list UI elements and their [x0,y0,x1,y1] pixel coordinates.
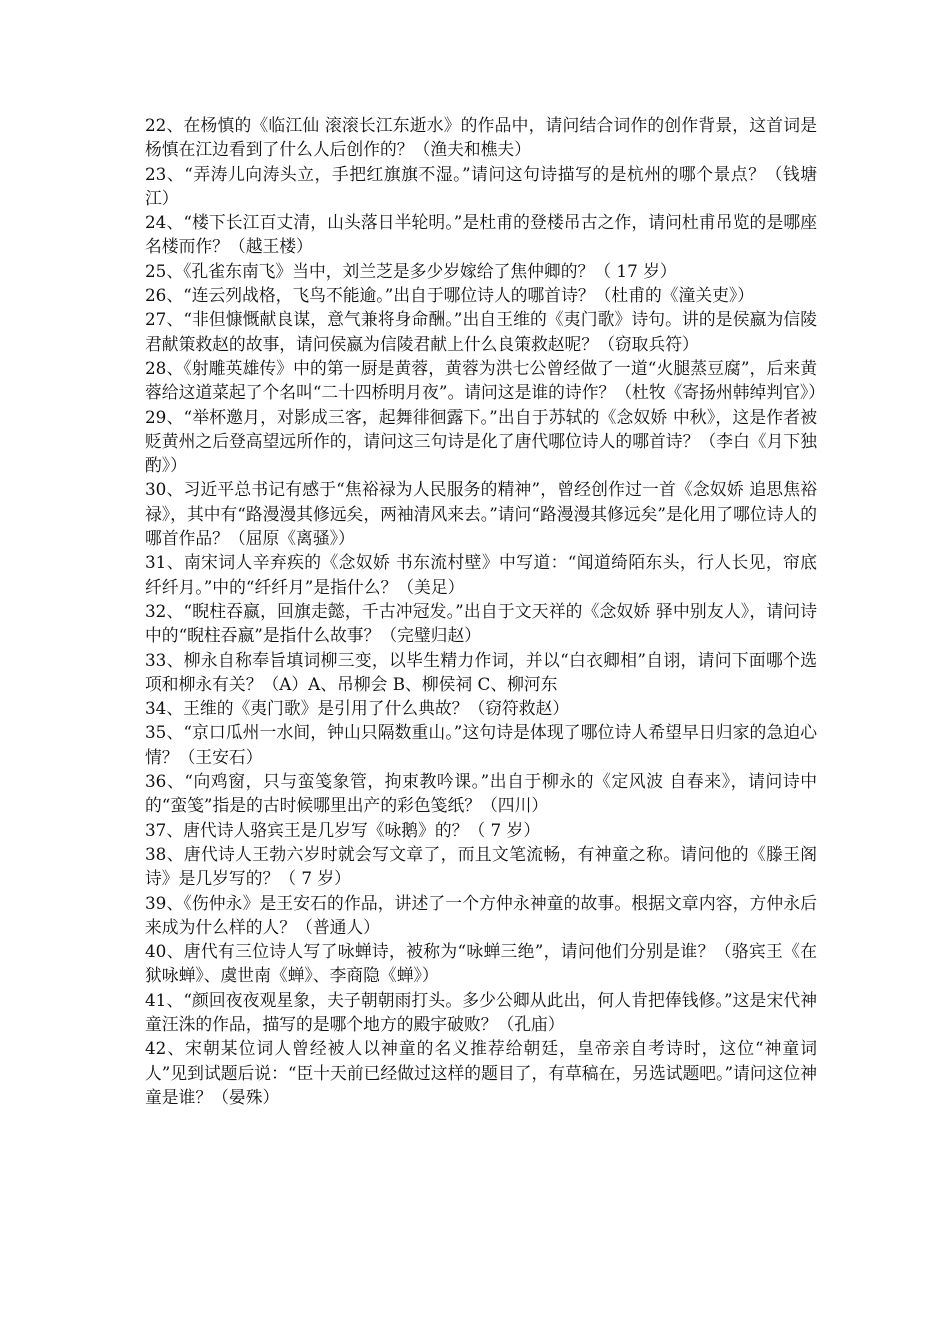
question-30: 30、习近平总书记有感于“焦裕禄为人民服务的精神”，曾经创作过一首《念奴娇 追思焦裕禄》，其中有“路漫漫其修远矣，两袖清风来去。”请问“路漫漫其修远矣”是化用了哪位诗人的哪首作品？（屈原《离骚》） [145,479,817,549]
question-34: 34、王维的《夷门歌》是引用了什么典故？（窃符救赵） [145,698,570,719]
question-39: 39、《伤仲永》是王安石的作品，讲述了一个方仲永神童的故事。根据文章内容，方仲永后来成为什么样的人？（普通人） [145,892,817,937]
question-29: 29、“举杯邀月，对影成三客，起舞徘徊露下。”出自于苏轼的《念奴娇 中秋》，这是作者被贬黄州之后登高望远所作的，请问这三句诗是化了唐代哪位诗人的哪首诗？（李白《月下独酌》） [145,406,817,476]
question-38: 38、唐代诗人王勃六岁时就会写文章了，而且文笔流畅，有神童之称。请问他的《滕王阁诗》是几岁写的？（ 7 岁） [145,843,817,889]
question-37: 37、唐代诗人骆宾王是几岁写《咏鹅》的？（ 7 岁） [145,819,541,840]
question-24: 24、“楼下长江百丈清，山头落日半轮明。”是杜甫的登楼吊古之作，请问杜甫吊览的是哪座名楼而作？（越王楼） [145,212,817,257]
question-22: 22、在杨慎的《临江仙 滚滚长江东逝水》的作品中，请问结合词作的创作背景，这首词是杨慎在江边看到了什么人后创作的？（渔夫和樵夫） [145,115,817,160]
question-list [145,113,826,1109]
question-42: 42、宋朝某位词人曾经被人以神童的名义推荐给朝廷，皇帝亲自考诗时，这位“神童词人”见到试题后说：“臣十天前已经做过这样的题目了，有草稿在，另选试题吧。”请问这位神童是谁？（晏殊） [145,1038,817,1107]
question-25: 25、《孔雀东南飞》当中，刘兰芝是多少岁嫁给了焦仲卿的？（ 17 岁） [145,260,677,281]
question-26: 26、“连云列战格，飞鸟不能逾。”出自于哪位诗人的哪首诗？（杜甫的《潼关吏》） [145,285,755,306]
question-36: 36、“向鸡窗，只与蛮笺象管，拘束教吟课。”出自于柳永的《定风波 自春来》，请问诗中的“蛮笺”指是的古时候哪里出产的彩色笺纸？（四川） [145,771,817,816]
question-40: 40、唐代有三位诗人写了咏蝉诗，被称为“咏蝉三绝”，请问他们分别是谁？（骆宾王《在狱咏蝉》、虞世南《蝉》、李商隐《蝉》） [145,941,817,986]
question-27: 27、“非但慷慨献良谋，意气兼将身命酬。”出自王维的《夷门歌》诗句。讲的是侯嬴为信陵君献策救赵的故事，请问侯嬴为信陵君献上什么良策救赵呢？（窃取兵符） [145,309,817,354]
question-32: 32、“睨柱吞嬴，回旗走懿，千古冲冠发。”出自于文天祥的《念奴娇 驿中别友人》，请问诗中的“睨柱吞嬴”是指什么故事？（完璧归赵） [145,600,817,646]
question-35: 35、“京口瓜州一水间，钟山只隔数重山。”这句诗是体现了哪位诗人希望早日归家的急迫心情？（王安石） [145,722,817,767]
question-41: 41、“颜回夜夜观星象，夫子朝朝雨打头。多少公卿从此出，何人肯把俸钱修。”这是宋代神童汪洙的作品，描写的是哪个地方的殿宇破败？（孔庙） [145,989,817,1034]
question-23: 23、“弄涛儿向涛头立，手把红旗旗不湿。”请问这句诗描写的是杭州的哪个景点？（钱塘江） [145,163,817,208]
question-28: 28、《射雕英雄传》中的第一厨是黄蓉，黄蓉为洪七公曾经做了一道“火腿蒸豆腐”，后来黄蓉给这道菜起了个名叫“二十四桥明月夜”。请问这是谁的诗作？（杜牧《寄扬州韩绰判官》） [145,357,826,403]
question-33: 33、柳永自称奉旨填词柳三变，以毕生精力作词，并以“白衣卿相”自诩，请问下面哪个选项和柳永有关？（A）A、吊柳会 B、柳侯祠 C、柳河东 [145,649,817,694]
question-31: 31、南宋词人辛弃疾的《念奴娇 书东流村壁》中写道：“闻道绮陌东头，行人长见，帘底纤纤月。”中的“纤纤月”是指什么？（美足） [145,552,817,597]
